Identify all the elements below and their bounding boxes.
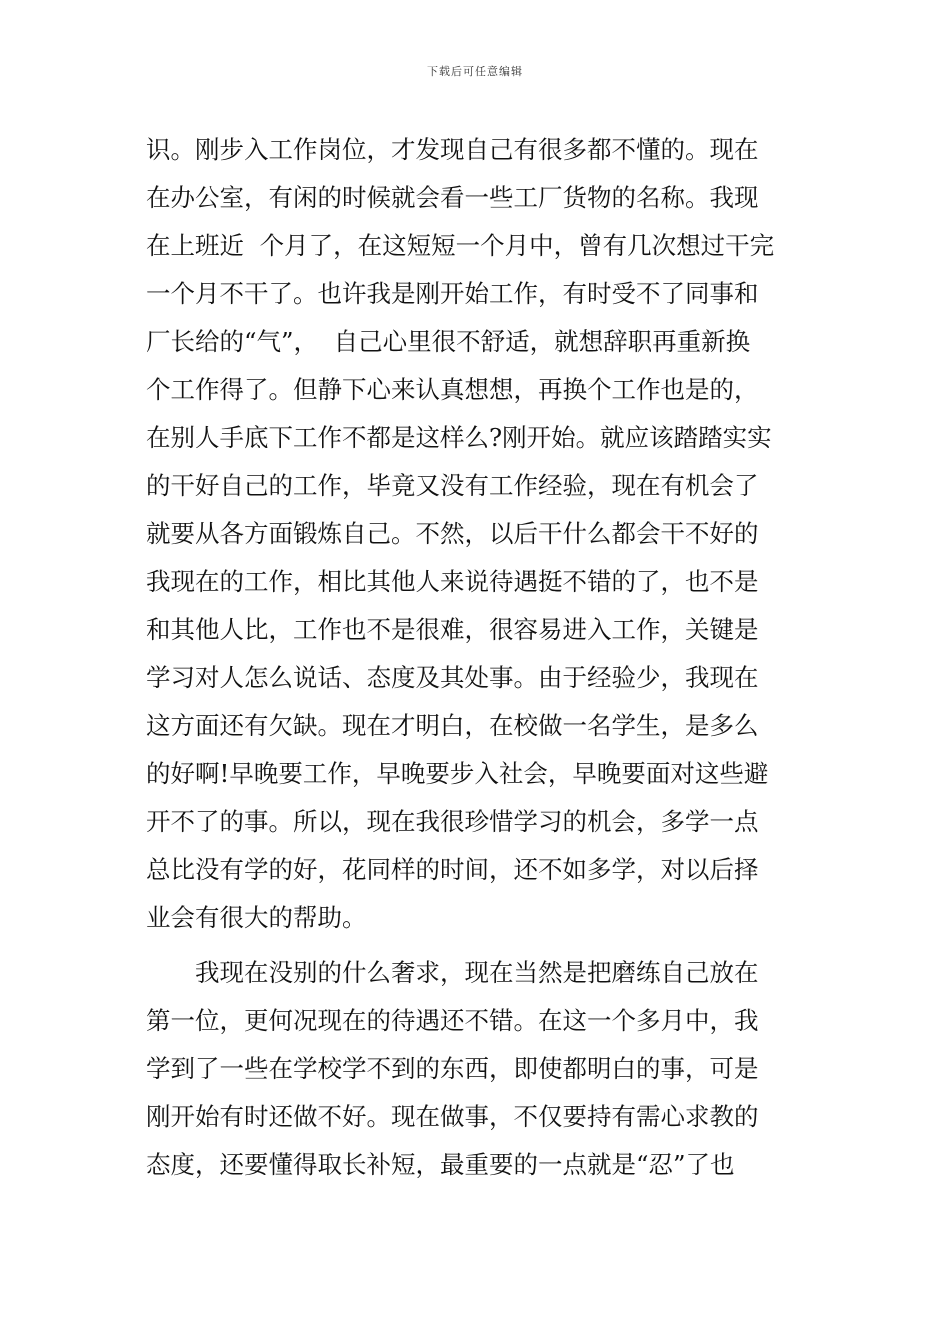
text-line: 在办公室，有闲的时候就会看一些工厂货物的名称。我现: [146, 183, 759, 212]
text-line: 个工作得了。但静下心来认真想想，再换个工作也是的，: [146, 375, 759, 404]
text-line: 在别人手底下工作不都是这样么?刚开始。就应该踏踏实实: [146, 423, 772, 452]
paragraph-first-line: 我现在没别的什么奢求，现在当然是把磨练自己放在: [195, 958, 759, 987]
text-line: 开不了的事。所以，现在我很珍惜学习的机会，多学一点: [146, 807, 759, 836]
text-line: 刚开始有时还做不好。现在做事，不仅要持有需心求教的: [146, 1102, 759, 1131]
text-line: 学到了一些在学校学不到的东西，即使都明白的事，可是: [146, 1054, 759, 1083]
text-line: 这方面还有欠缺。现在才明白，在校做一名学生，是多么: [146, 711, 759, 740]
text-line: 总比没有学的好，花同样的时间，还不如多学，对以后择: [146, 855, 759, 884]
text-line: 我现在的工作，相比其他人来说待遇挺不错的了，也不是: [146, 567, 759, 596]
text-line: 识。刚步入工作岗位，才发现自己有很多都不懂的。现在: [146, 135, 759, 164]
page-header: 下载后可任意编辑: [427, 65, 523, 78]
text-line: 和其他人比，工作也不是很难，很容易进入工作，关键是: [146, 615, 759, 644]
text-line: 的干好自己的工作，毕竟又没有工作经验，现在有机会了: [146, 471, 759, 500]
text-line: 态度，还要懂得取长补短，最重要的一点就是“忍”了也: [146, 1150, 735, 1179]
text-line: 的好啊!早晚要工作，早晚要步入社会，早晚要面对这些避: [146, 759, 769, 788]
text-line: 业会有很大的帮助。: [146, 903, 367, 932]
text-line: 就要从各方面锻炼自己。不然，以后干什么都会干不好的: [146, 519, 759, 548]
text-line: 在上班近 个月了，在这短短一个月中，曾有几次想过干完: [146, 231, 775, 260]
text-line: 学习对人怎么说话、态度及其处事。由于经验少，我现在: [146, 663, 759, 692]
text-line: 厂长给的“气”， 自己心里很不舒适，就想辞职再重新换: [146, 327, 751, 356]
text-line: 一个月不干了。也许我是刚开始工作，有时受不了同事和: [146, 279, 759, 308]
text-line: 第一位，更何况现在的待遇还不错。在这一个多月中，我: [146, 1006, 759, 1035]
